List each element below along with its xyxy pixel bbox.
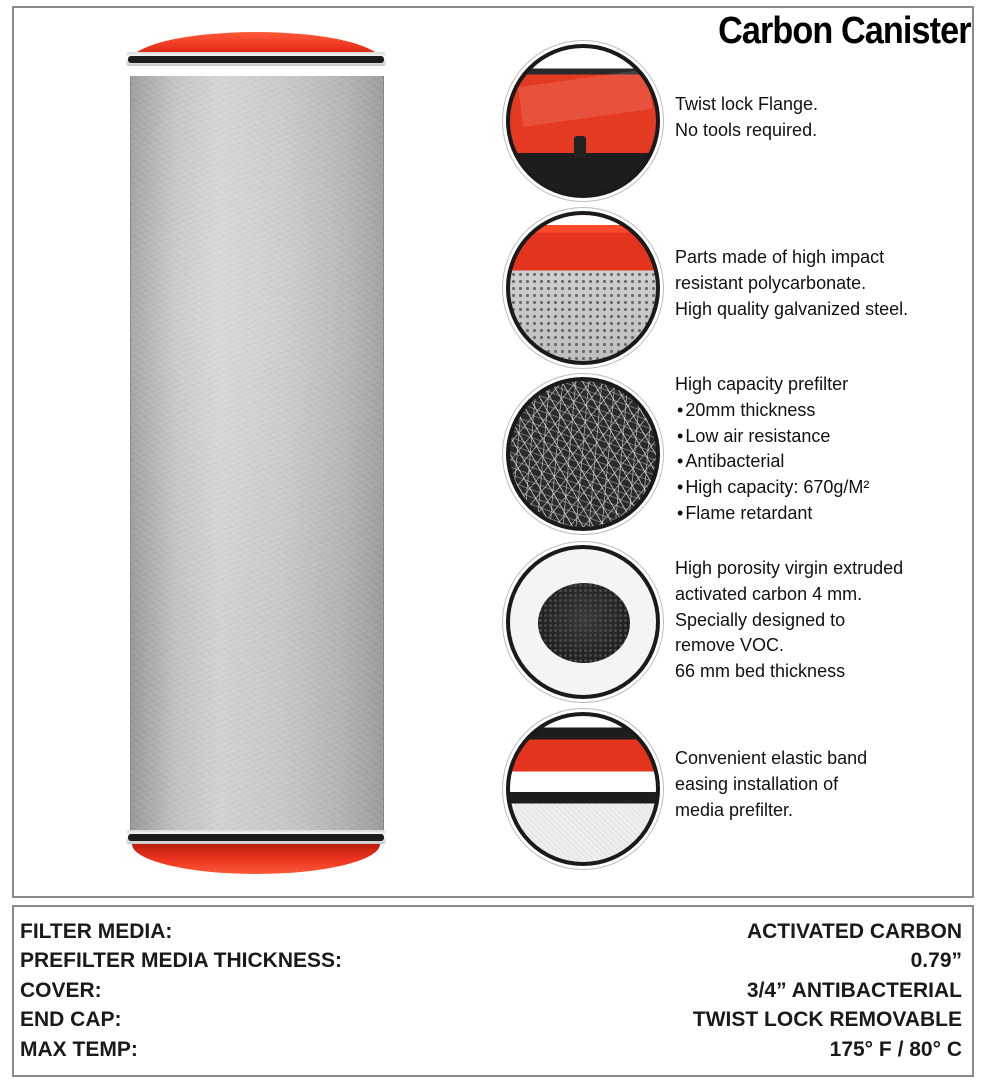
- polycarbonate-steel-icon: [506, 211, 660, 365]
- spec-value: 3/4” ANTIBACTERIAL: [746, 978, 962, 1002]
- feature-line: resistant polycarbonate.: [675, 272, 867, 293]
- feature-prefilter: [675, 372, 869, 527]
- twist-lock-flange-icon: [506, 44, 660, 198]
- feature-bullet: • 20mm thickness: [675, 398, 869, 424]
- feature-bullet: • Antibacterial: [675, 449, 869, 475]
- feature-line: High capacity prefilter: [675, 374, 849, 394]
- page-title: Carbon Canister: [718, 10, 971, 52]
- feature-line: High quality galvanized steel.: [675, 298, 909, 319]
- canister-bottom-band: [128, 834, 384, 841]
- spec-label: PREFILTER MEDIA THICKNESS:: [20, 949, 343, 973]
- feature-line: media prefilter.: [675, 799, 794, 820]
- feature-line: Specially designed to: [675, 609, 846, 630]
- spec-row: [20, 947, 962, 977]
- feature-line: High porosity virgin extruded: [675, 558, 904, 578]
- spec-label: COVER:: [20, 978, 102, 1002]
- prefilter-fibers-icon: [506, 377, 660, 531]
- spec-row: [20, 1035, 962, 1065]
- feature-line: activated carbon 4 mm.: [675, 583, 863, 604]
- feature-line: Convenient elastic band: [675, 748, 868, 768]
- feature-elastic-band: [675, 746, 867, 823]
- spec-label: FILTER MEDIA:: [20, 919, 173, 943]
- feature-line: 66 mm bed thickness: [675, 661, 846, 682]
- spec-value: 0.79”: [910, 949, 962, 973]
- spec-label: MAX TEMP:: [20, 1037, 138, 1061]
- activated-carbon-icon: [506, 545, 660, 699]
- spec-table: [20, 917, 962, 1065]
- spec-value: 175° F / 80° C: [829, 1037, 962, 1061]
- feature-line: No tools required.: [675, 119, 818, 140]
- feature-bullet: • Low air resistance: [675, 424, 869, 450]
- feature-bullet: • Flame retardant: [675, 501, 869, 527]
- spec-value: TWIST LOCK REMOVABLE: [692, 1008, 962, 1032]
- feature-line: remove VOC.: [675, 635, 785, 656]
- feature-twist-lock: [675, 92, 818, 144]
- spec-row: [20, 1006, 962, 1036]
- feature-carbon: [675, 556, 903, 685]
- spec-value: ACTIVATED CARBON: [746, 919, 962, 943]
- feature-bullet: • High capacity: 670g/M²: [675, 475, 869, 501]
- feature-line: Twist lock Flange.: [675, 94, 819, 114]
- canister-filter-body: [130, 76, 384, 832]
- feature-line: easing installation of: [675, 773, 839, 794]
- spec-label: END CAP:: [20, 1008, 122, 1032]
- elastic-band-icon: [506, 712, 660, 866]
- canister-bottom-cap: [132, 844, 380, 874]
- feature-line: Parts made of high impact: [675, 247, 885, 267]
- canister-top-band: [128, 56, 384, 63]
- carbon-canister-image: [126, 32, 386, 874]
- feature-materials: [675, 245, 908, 322]
- spec-row: [20, 976, 962, 1006]
- spec-row: [20, 917, 962, 947]
